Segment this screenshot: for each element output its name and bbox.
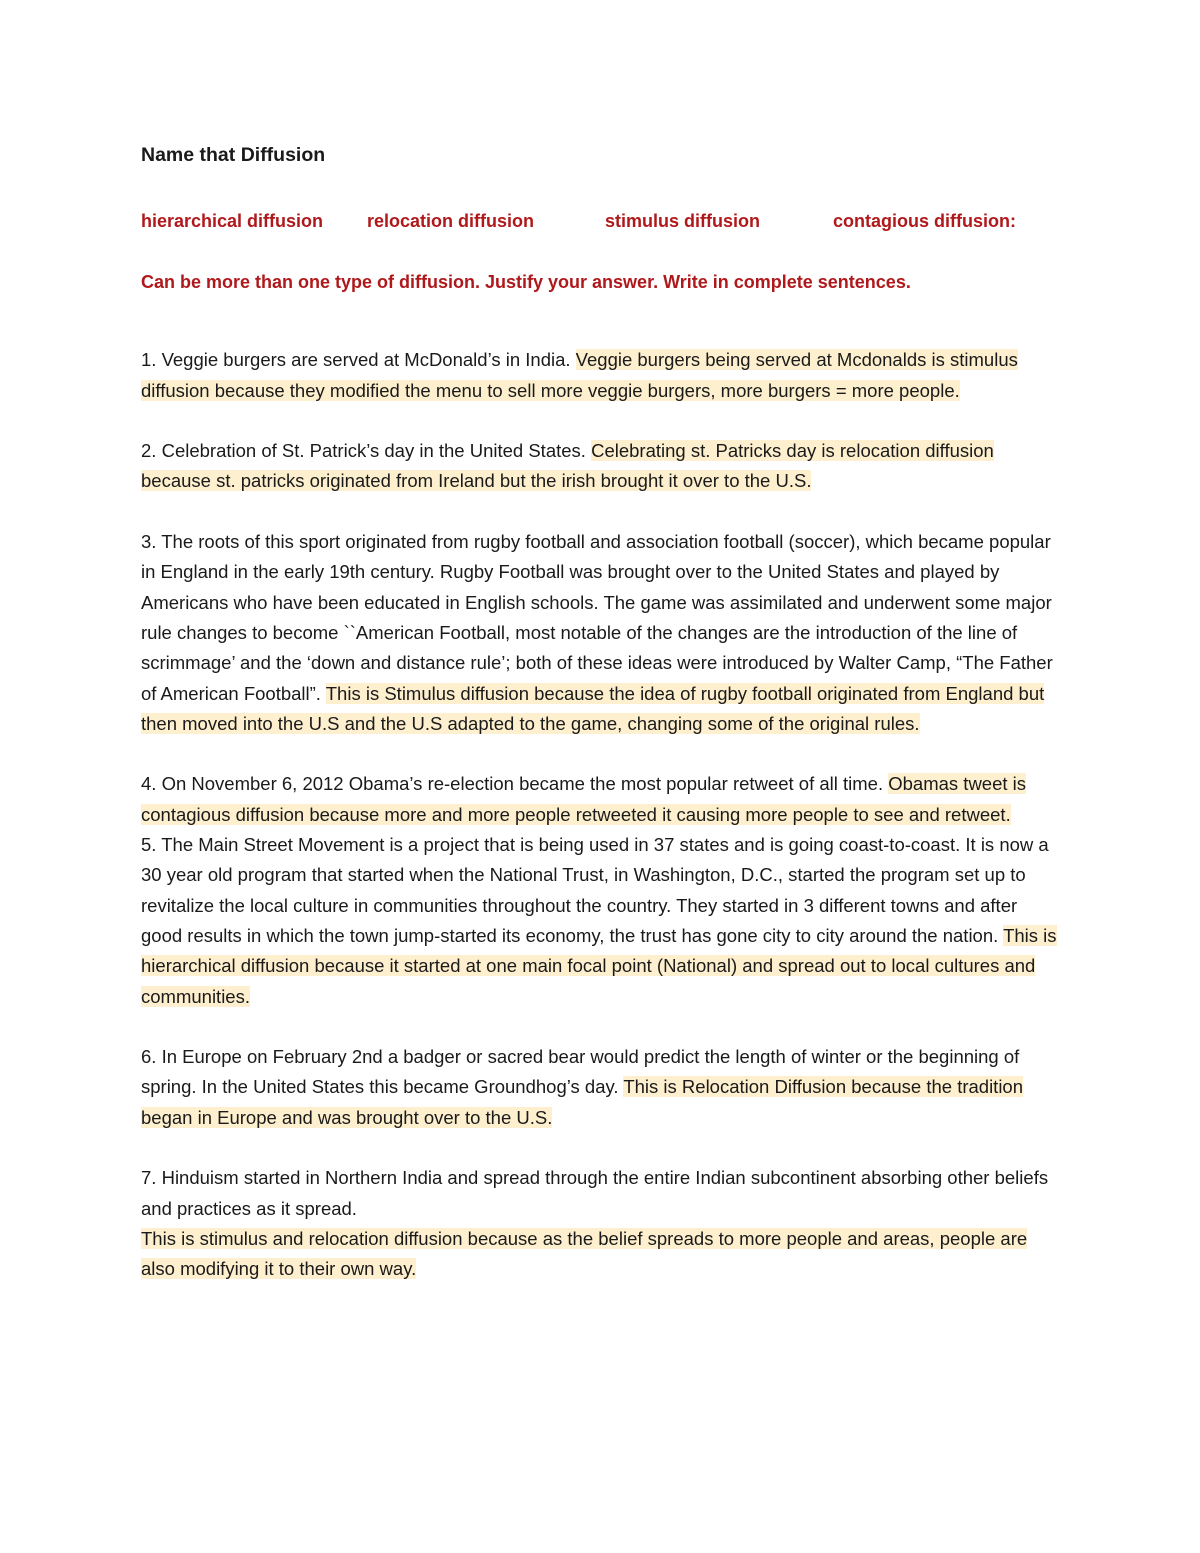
answer-highlight: Celebrating st. Patricks day is relocation diffusion because st. patricks originated from Ireland but the irish brought it over to the U.S.	[141, 440, 994, 492]
question-5: 5. The Main Street Movement is a project that is being used in 37 states and is going coast-to-coast. It is now a 30 year old program that started when the National Trust, in Washington, D.C., started the program set up to revitalize the local culture in communities throughout the country. They started in 3 different towns and after good results in which the town jump-started its economy, the trust has gone city to city around the nation. This is hierarchical diffusion because it started at one main focal point (National) and spread out to local cultures and communities.	[141, 834, 1057, 1007]
question-prompt: On November 6, 2012 Obama’s re-election became the most popular retweet of all time.	[161, 773, 889, 795]
question-number: 3	[141, 531, 152, 553]
question-number: 6	[141, 1046, 152, 1068]
document-page	[141, 140, 1061, 1285]
question-prompt: Celebration of St. Patrick’s day in the United States.	[161, 440, 592, 462]
question-prompt: The Main Street Movement is a project that is being used in 37 states and is going coast-to-coast. It is now a 30 year old program that started when the National Trust, in Washington, D.C., started the program set up to revitalize the local culture in communities throughout the country. They started in 3 different towns and after good results in which the town jump-started its economy, the trust has gone city to city around the nation.	[141, 834, 1049, 946]
question-number: 5	[141, 834, 152, 856]
question-number: 1	[141, 349, 152, 371]
question-6: 6. In Europe on February 2nd a badger or sacred bear would predict the length of winter or the beginning of spring. In the United States this became Groundhog’s day. This is Relocation Diffusion because the tradition began in Europe and was brought over to the U.S.	[141, 1046, 1024, 1128]
question-number: 4	[141, 773, 152, 795]
question-prompt: In Europe on February 2nd a badger or sacred bear would predict the length of winter or the beginning of spring. In the United States this became Groundhog’s day.	[141, 1046, 1020, 1098]
diffusion-types-row	[141, 206, 1061, 236]
answer-highlight: Veggie burgers being served at Mcdonalds is stimulus diffusion because they modified the menu to sell more veggie burgers, more burgers = more people.	[141, 349, 1018, 401]
question-prompt: Hinduism started in Northern India and spread through the entire Indian subcontinent absorbing other beliefs and practices as it spread.	[141, 1167, 1049, 1219]
document-title: Name that Diffusion	[141, 144, 326, 166]
question-2: 2. Celebration of St. Patrick’s day in the United States. Celebrating st. Patricks day is relocation diffusion because st. patricks originated from Ireland but the irish brought it over to the U.S.	[141, 440, 994, 492]
answer-highlight: This is hierarchical diffusion because it started at one main focal point (National) and spread out to local cultures and communities.	[141, 924, 1057, 1007]
question-4: 4. On November 6, 2012 Obama’s re-election became the most popular retweet of all time. Obamas tweet is contagious diffusion because more and more people retweeted it causing more people to see and retweet.	[141, 773, 1027, 825]
question-number: 2	[141, 440, 152, 462]
instructions: Can be more than one type of diffusion. Justify your answer. Write in complete sentences.	[141, 272, 911, 292]
diffusion-type-stimulus: stimulus diffusion	[605, 211, 760, 231]
question-3: 3. The roots of this sport originated from rugby football and association football (soccer), which became popular in England in the early 19th century. Rugby Football was brought over to the United States and played by Americans who have been educated in English schools. The game was assimilated and underwent some major rule changes to become ``American Football, most notable of the changes are the introduction of the line of scrimmage’ and the ‘down and distance rule’; both of these ideas were introduced by Walter Camp, “The Father of American Football”. This is Stimulus diffusion because the idea of rugby football originated from England but then moved into the U.S and the U.S adapted to the game, changing some of the original rules.	[141, 531, 1053, 734]
question-7: 7. Hinduism started in Northern India and spread through the entire Indian subcontinent absorbing other beliefs and practices as it spread. This is stimulus and relocation diffusion because as the belief spreads to more people and areas, people are also modifying it to their own way.	[141, 1167, 1049, 1280]
question-number: 7	[141, 1167, 152, 1189]
question-1: 1. Veggie burgers are served at McDonald’s in India. Veggie burgers being served at Mcdonalds is stimulus diffusion because they modified the menu to sell more veggie burgers, more burgers = more people.	[141, 349, 1018, 401]
question-prompt: The roots of this sport originated from rugby football and association football (soccer), which became popular in England in the early 19th century. Rugby Football was brought over to the United States and played by Americans who have been educated in English schools. The game was assimilated and underwent some major rule changes to become ``American Football, most notable of the changes are the introduction of the line of scrimmage’ and the ‘down and distance rule’; both of these ideas were introduced by Walter Camp, “The Father of American Football”.	[141, 531, 1053, 704]
answer-highlight: This is Relocation Diffusion because the tradition began in Europe and was brought over to the U.S.	[141, 1076, 1024, 1128]
answer-highlight: Obamas tweet is contagious diffusion because more and more people retweeted it causing more people to see and retweet.	[141, 773, 1027, 825]
answer-highlight: This is Stimulus diffusion because the idea of rugby football originated from England but then moved into the U.S and the U.S adapted to the game, changing some of the original rules.	[141, 682, 1045, 734]
answer-highlight: This is stimulus and relocation diffusion because as the belief spreads to more people and areas, people are also modifying it to their own way.	[141, 1227, 1028, 1280]
diffusion-type-hierarchical: hierarchical diffusion	[141, 211, 324, 231]
question-prompt: Veggie burgers are served at McDonald’s in India.	[161, 349, 576, 371]
diffusion-type-contagious: contagious diffusion:	[833, 211, 1016, 231]
diffusion-type-relocation: relocation diffusion	[367, 211, 535, 231]
